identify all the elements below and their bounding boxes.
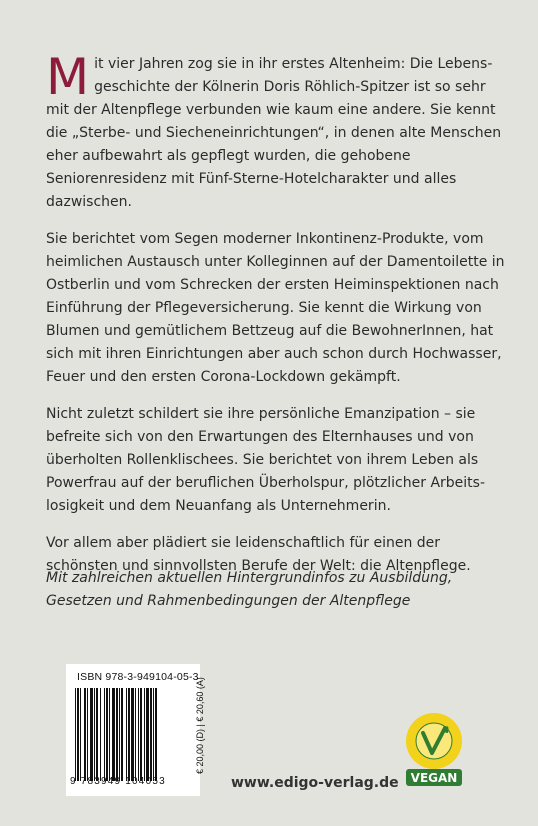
barcode-bar bbox=[135, 688, 136, 781]
publisher-website: www.edigo-verlag.de bbox=[231, 775, 399, 791]
barcode-bar bbox=[150, 688, 152, 781]
drop-cap: M bbox=[46, 48, 90, 106]
barcode-bars bbox=[75, 688, 181, 781]
barcode-bar bbox=[77, 688, 79, 781]
barcode-bar bbox=[100, 688, 101, 781]
barcode-bar bbox=[116, 688, 118, 781]
barcode-bar bbox=[90, 688, 93, 781]
isbn-text: ISBN 978-3-949104-05-3 bbox=[77, 671, 199, 683]
italic-note: Mit zahlreichen aktuellen Hintergrundinfos zu Ausbildung, Gesetzen und Rahmenbedingungen der Altenpflege bbox=[46, 570, 453, 609]
paragraph-3: Nicht zuletzt schildert sie ihre persönliche Emanzipation – sie befreite sich von den Erwartungen des Elternhauses und von überholten Rollenklischees. Sie berichtet von ihrem Leben als Powerfrau auf der beruflichen Überholspur, plötzlicher Arbeitslosigkeit und dem Neuanfang als Unternehmerin. bbox=[46, 406, 486, 514]
barcode-box bbox=[66, 664, 205, 796]
barcode-bar bbox=[146, 688, 149, 781]
barcode-bar bbox=[126, 688, 127, 781]
vegan-label-logo bbox=[400, 711, 468, 789]
paragraph-1 bbox=[46, 48, 506, 214]
back-cover-text bbox=[46, 48, 506, 592]
barcode-bar bbox=[106, 688, 108, 781]
barcode-bar bbox=[131, 688, 134, 781]
barcode-bar bbox=[84, 688, 86, 781]
barcode-bar bbox=[155, 688, 157, 781]
barcode-bar bbox=[109, 688, 110, 781]
vegan-label-text: VEGAN bbox=[410, 771, 458, 785]
barcode-bar bbox=[138, 688, 139, 781]
paragraph-2: Sie berichtet vom Segen moderner Inkontinenz-Produkte, vom heimlichen Austausch unter Kolleginnen auf der Damentoilette in Ostberlin und vom Schrecken der ersten Heiminspektionen nach Einführung der Pflegeversicherung. Sie kennt die Wirkung von Blumen und gemütlichem Bettzeug auf die BewohnerInnen, hat sich mit ihren Einrichtungen aber auch schon durch Hochwasser, Feuer und den ersten Corona-Lockdown gekämpft. bbox=[46, 231, 505, 385]
paragraph-1-text: it vier Jahren zog sie in ihr erstes Altenheim: Die Lebensgeschichte der Kölnerin Doris Röhlich-Spitzer ist so sehr mit der Altenpflege verbunden wie kaum eine andere. Sie kennt die „Sterbe- und Siecheneinrichtungen“, in denen alte Menschen eher aufbewahrt als gepflegt wurden, die gehobene Seniorenresidenz mit Fünf-Sterne-Hotelcharakter und alles dazwischen. bbox=[46, 56, 502, 210]
barcode-bar bbox=[112, 688, 115, 781]
barcode-bar bbox=[140, 688, 142, 781]
barcode-bar bbox=[153, 688, 154, 781]
barcode-bar bbox=[87, 688, 88, 781]
barcode-bar bbox=[96, 688, 98, 781]
barcode-bar bbox=[94, 688, 95, 781]
barcode-bar bbox=[144, 688, 145, 781]
barcode-bar bbox=[121, 688, 123, 781]
barcode-digits: 9 783949 104053 bbox=[70, 776, 166, 787]
barcode-bar bbox=[104, 688, 105, 781]
price-label: € 20,00 (D) | € 20,60 (A) bbox=[195, 677, 205, 774]
barcode-bar bbox=[75, 688, 76, 781]
paragraph-4: Vor allem aber plädiert sie leidenschaftlich für einen der schönsten und sinnvollsten Berufe der Welt: die Altenpflege. bbox=[46, 535, 471, 574]
barcode-bar bbox=[80, 688, 81, 781]
barcode-bar bbox=[128, 688, 130, 781]
barcode-bar bbox=[119, 688, 120, 781]
